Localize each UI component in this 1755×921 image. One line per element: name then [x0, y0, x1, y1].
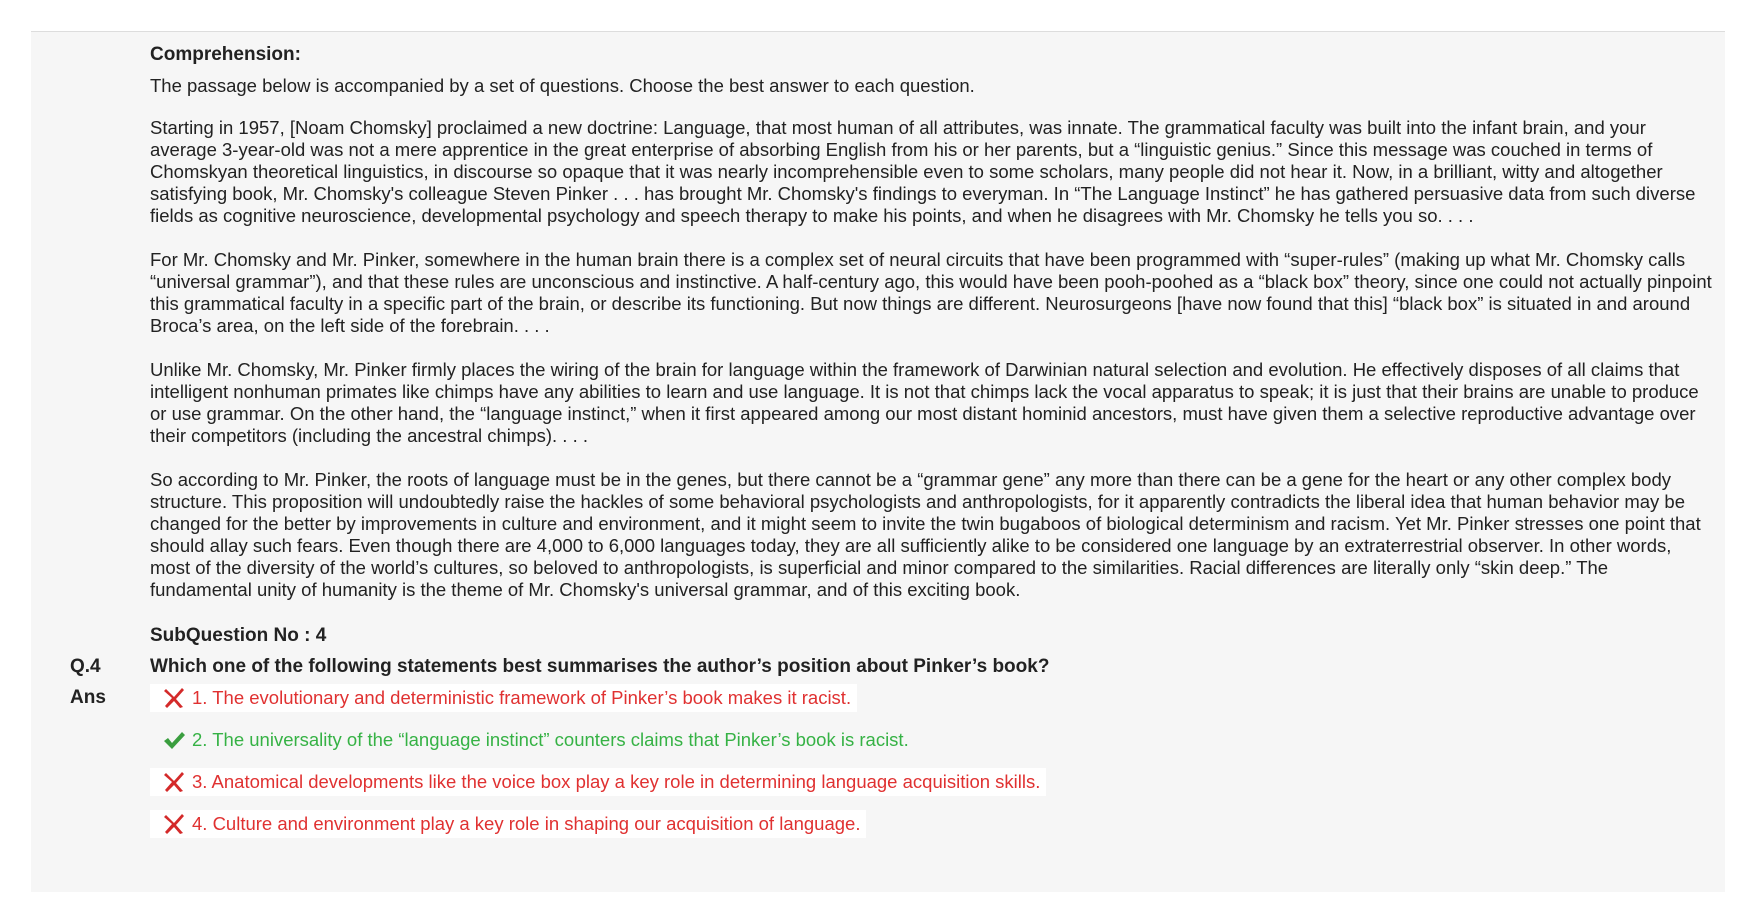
cross-icon: [162, 770, 186, 794]
answer-option-text: 1. The evolutionary and deterministic framework of Pinker’s book makes it racist.: [192, 687, 852, 708]
passage-paragraph-4: So according to Mr. Pinker, the roots of language must be in the genes, but there cannot be a “grammar gene” any more than there can be a gene for the heart or any other complex body structure. This proposition will undoubtedly raise the hackles of some behavioral psychologists and anthropologists, for it apparently contradicts the liberal idea that human behavior may be changed for the better by improvements in culture and environment, and it might seem to invite the twin bugaboos of biological determinism and racism. Yet Mr. Pinker stresses one point that should allay such fears. Even though there are 4,000 to 6,000 languages today, they are all sufficiently alike to be considered one language by an extraterrestrial observer. In other words, most of the diversity of the world’s cultures, so beloved to anthropologists, is superficial and minor compared to the similarities. Racial differences are literally only “skin deep.” The fundamental unity of humanity is the theme of Mr. Chomsky's universal grammar, and of this exciting book.: [150, 469, 1701, 600]
answer-option-text: 4. Culture and environment play a key role in shaping our acquisition of language.: [192, 813, 861, 834]
answer-option-text: 3. Anatomical developments like the voice box play a key role in determining language acquisition skills.: [192, 771, 1041, 792]
answer-option-3[interactable]: [150, 768, 1046, 796]
passage-paragraph-3: Unlike Mr. Chomsky, Mr. Pinker firmly places the wiring of the brain for language within the framework of Darwinian natural selection and evolution. He effectively disposes of all claims that intelligent nonhuman primates like chimps have any abilities to learn and use language. It is not that chimps lack the vocal apparatus to speak; it is just that their brains are unable to produce or use grammar. On the other hand, the “language instinct,” when it first appeared among our most distant hominid ancestors, must have given them a selective reproductive advantage over their competitors (including the ancestral chimps). . . .: [150, 359, 1699, 446]
answer-label: Ans: [70, 687, 106, 708]
cross-icon: [162, 812, 186, 836]
passage-paragraph-1: Starting in 1957, [Noam Chomsky] proclaimed a new doctrine: Language, that most human of all attributes, was innate. The grammatical faculty was built into the infant brain, and your average 3-year-old was not a mere apprentice in the great enterprise of absorbing English from his or her parents, but a “linguistic genius.” Since this message was couched in terms of Chomskyan theoretical linguistics, in discourse so opaque that it was nearly incomprehensible even to some scholars, many people did not hear it. Now, in a brilliant, witty and altogether satisfying book, Mr. Chomsky's colleague Steven Pinker . . . has brought Mr. Chomsky's findings to everyman. In “The Language Instinct” he has gathered persuasive data from such diverse fields as cognitive neuroscience, developmental psychology and speech therapy to make his points, and when he disagrees with Mr. Chomsky he tells you so. . . .: [150, 117, 1696, 226]
answer-option-text: 2. The universality of the “language instinct” counters claims that Pinker’s book is racist.: [192, 729, 909, 750]
passage-paragraph-2: For Mr. Chomsky and Mr. Pinker, somewhere in the human brain there is a complex set of neural circuits that have been programmed with “super-rules” (making up what Mr. Chomsky calls “universal grammar”), and that these rules are unconscious and instinctive. A half-century ago, this would have been pooh-poohed as a “black box” theory, since one could not actually pinpoint this grammatical faculty in a specific part of the brain, or describe its functioning. But now things are different. Neurosurgeons [have now found that this] “black box” is situated in and around Broca’s area, on the left side of the forebrain. . . .: [150, 249, 1712, 336]
check-icon: [162, 728, 186, 752]
answer-option-2[interactable]: [150, 726, 915, 754]
question-number: Q.4: [70, 656, 101, 677]
answer-options: [150, 684, 1712, 852]
comprehension-intro: The passage below is accompanied by a set of questions. Choose the best answer to each question.: [150, 75, 975, 96]
answer-option-1[interactable]: [150, 684, 857, 712]
question-text: Which one of the following statements best summarises the author’s position about Pinker’s book?: [150, 656, 1050, 677]
cross-icon: [162, 686, 186, 710]
question-content: [150, 42, 1712, 852]
answer-option-4[interactable]: [150, 810, 866, 838]
subquestion-label: SubQuestion No : 4: [150, 625, 327, 646]
comprehension-heading: Comprehension:: [150, 44, 301, 65]
